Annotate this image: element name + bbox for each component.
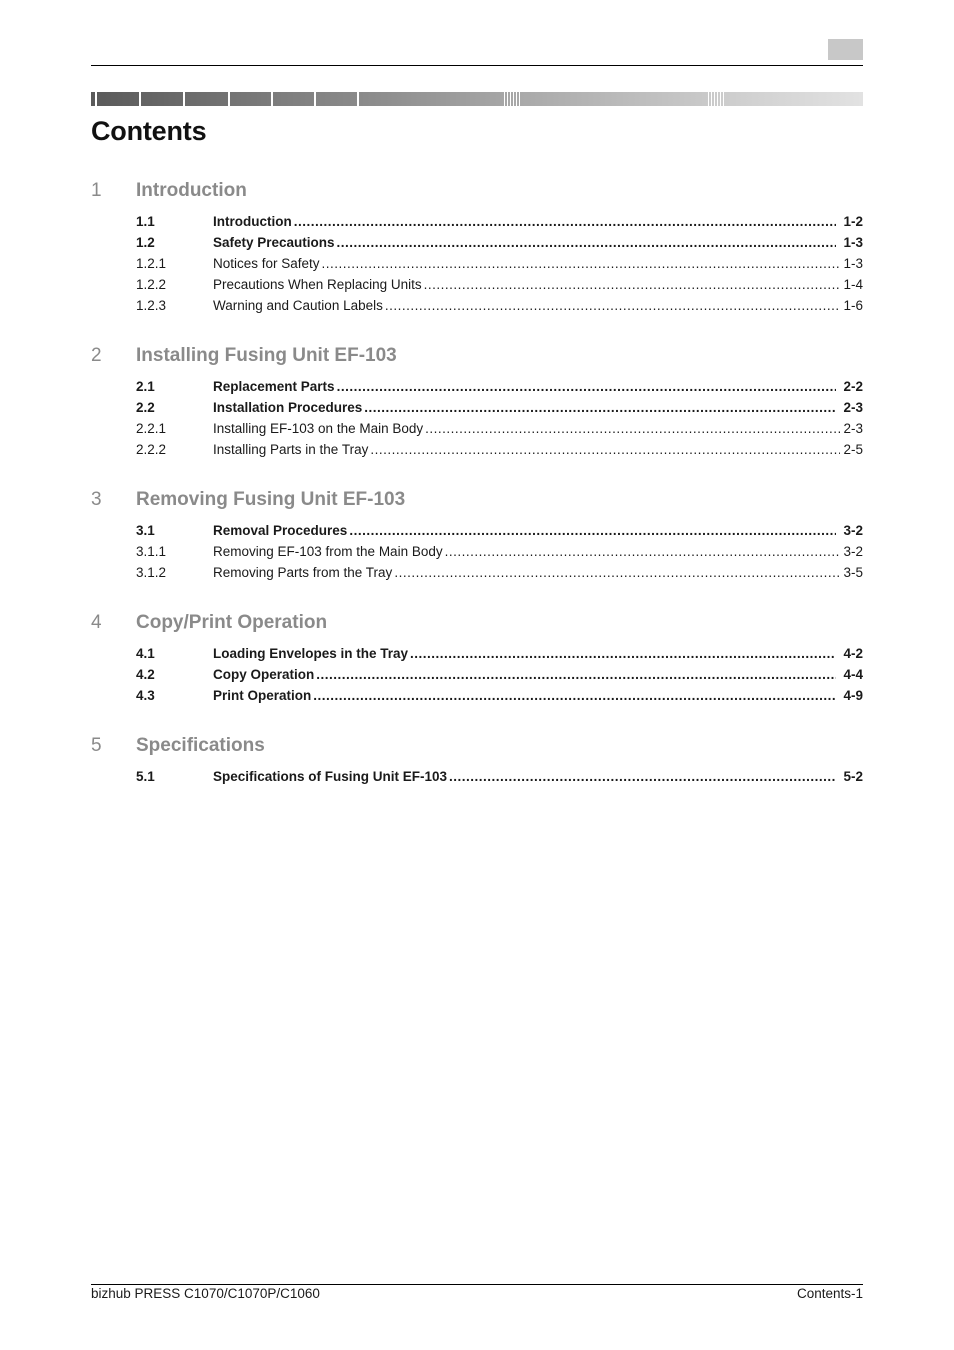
entry-page-number: 2-5 (843, 442, 863, 457)
toc-section-entry[interactable] (91, 235, 863, 256)
entry-title: Replacement Parts (213, 379, 335, 394)
dot-leader (424, 277, 841, 292)
dot-leader (385, 298, 841, 313)
toc-chapter (91, 489, 863, 586)
entry-number: 2.1 (136, 379, 155, 394)
chapter-heading[interactable] (91, 735, 863, 769)
toc-section-entry[interactable] (91, 400, 863, 421)
entry-page-number: 3-2 (843, 544, 863, 559)
toc-subsection-entry[interactable] (91, 544, 863, 565)
entry-page-number: 2-3 (843, 421, 863, 436)
chapter-title: Specifications (136, 735, 265, 756)
entry-number: 2.2.2 (136, 442, 167, 457)
entry-number: 3.1.2 (136, 565, 167, 580)
entry-page-number: 4-2 (843, 646, 863, 661)
header-rule (91, 65, 863, 66)
toc-section-entry[interactable] (91, 379, 863, 400)
dot-leader (370, 442, 840, 457)
footer-rule (91, 1284, 863, 1285)
entry-title: Print Operation (213, 688, 312, 703)
entry-title: Installing Parts in the Tray (213, 442, 369, 457)
entry-number: 2.2 (136, 400, 155, 415)
chapter-heading[interactable] (91, 612, 863, 646)
corner-tab-marker (828, 39, 863, 60)
chapter-number: 2 (91, 345, 102, 366)
entry-page-number: 1-6 (843, 298, 863, 313)
dot-leader (425, 421, 840, 436)
table-of-contents (91, 180, 863, 816)
entry-title: Removing EF-103 from the Main Body (213, 544, 443, 559)
entry-page-number: 3-2 (843, 523, 863, 538)
dot-leader (449, 769, 836, 784)
entry-number: 3.1.1 (136, 544, 167, 559)
entry-title: Loading Envelopes in the Tray (213, 646, 409, 661)
dot-leader (316, 667, 836, 682)
dot-leader (337, 379, 837, 394)
page-title: Contents (91, 116, 207, 146)
entry-title: Introduction (213, 214, 292, 229)
toc-subsection-entry[interactable] (91, 277, 863, 298)
footer-product-name: bizhub PRESS C1070/C1070P/C1060 (91, 1286, 320, 1301)
dot-leader (294, 214, 837, 229)
entry-title: Warning and Caution Labels (213, 298, 383, 313)
entry-page-number: 1-3 (843, 235, 863, 250)
dot-leader (313, 688, 836, 703)
entry-title: Installation Procedures (213, 400, 363, 415)
toc-subsection-entry[interactable] (91, 565, 863, 586)
toc-section-entry[interactable] (91, 523, 863, 544)
toc-section-entry[interactable] (91, 646, 863, 667)
entry-title: Specifications of Fusing Unit EF-103 (213, 769, 448, 784)
chapter-title: Removing Fusing Unit EF-103 (136, 489, 406, 510)
entry-title: Installing EF-103 on the Main Body (213, 421, 424, 436)
entry-title: Notices for Safety (213, 256, 320, 271)
entry-title: Precautions When Replacing Units (213, 277, 422, 292)
entry-page-number: 4-4 (843, 667, 863, 682)
toc-section-entry[interactable] (91, 667, 863, 688)
entry-number: 1.2 (136, 235, 155, 250)
toc-section-entry[interactable] (91, 769, 863, 790)
chapter-number: 5 (91, 735, 102, 756)
entry-number: 2.2.1 (136, 421, 167, 436)
toc-section-entry[interactable] (91, 688, 863, 709)
chapter-heading[interactable] (91, 489, 863, 523)
entry-number: 4.3 (136, 688, 155, 703)
entry-page-number: 3-5 (843, 565, 863, 580)
dot-leader (394, 565, 840, 580)
dot-leader (337, 235, 837, 250)
chapter-number: 1 (91, 180, 102, 201)
entry-number: 1.2.3 (136, 298, 167, 313)
entry-number: 1.2.1 (136, 256, 167, 271)
entry-page-number: 1-2 (843, 214, 863, 229)
entry-page-number: 1-4 (843, 277, 863, 292)
entry-title: Removing Parts from the Tray (213, 565, 393, 580)
entry-title: Safety Precautions (213, 235, 335, 250)
entry-number: 4.2 (136, 667, 155, 682)
entry-number: 1.1 (136, 214, 155, 229)
toc-subsection-entry[interactable] (91, 442, 863, 463)
entry-number: 5.1 (136, 769, 155, 784)
toc-chapter (91, 612, 863, 709)
decorative-header-bar (91, 92, 863, 106)
entry-page-number: 2-2 (843, 379, 863, 394)
entry-page-number: 2-3 (843, 400, 863, 415)
entry-title: Removal Procedures (213, 523, 348, 538)
dot-leader (445, 544, 841, 559)
chapter-heading[interactable] (91, 180, 863, 214)
dot-leader (322, 256, 841, 271)
chapter-title: Introduction (136, 180, 247, 201)
toc-section-entry[interactable] (91, 214, 863, 235)
dot-leader (349, 523, 836, 538)
toc-chapter (91, 735, 863, 790)
toc-subsection-entry[interactable] (91, 256, 863, 277)
toc-chapter (91, 345, 863, 463)
entry-number: 1.2.2 (136, 277, 167, 292)
entry-number: 4.1 (136, 646, 155, 661)
chapter-title: Installing Fusing Unit EF-103 (136, 345, 397, 366)
chapter-title: Copy/Print Operation (136, 612, 328, 633)
footer-page-number: Contents-1 (796, 1286, 863, 1301)
chapter-number: 3 (91, 489, 102, 510)
chapter-heading[interactable] (91, 345, 863, 379)
dot-leader (410, 646, 836, 661)
dot-leader (364, 400, 836, 415)
entry-page-number: 5-2 (843, 769, 863, 784)
toc-chapter (91, 180, 863, 319)
entry-number: 3.1 (136, 523, 155, 538)
toc-subsection-entry[interactable] (91, 421, 863, 442)
entry-title: Copy Operation (213, 667, 315, 682)
entry-page-number: 4-9 (843, 688, 863, 703)
chapter-number: 4 (91, 612, 102, 633)
entry-page-number: 1-3 (843, 256, 863, 271)
toc-subsection-entry[interactable] (91, 298, 863, 319)
